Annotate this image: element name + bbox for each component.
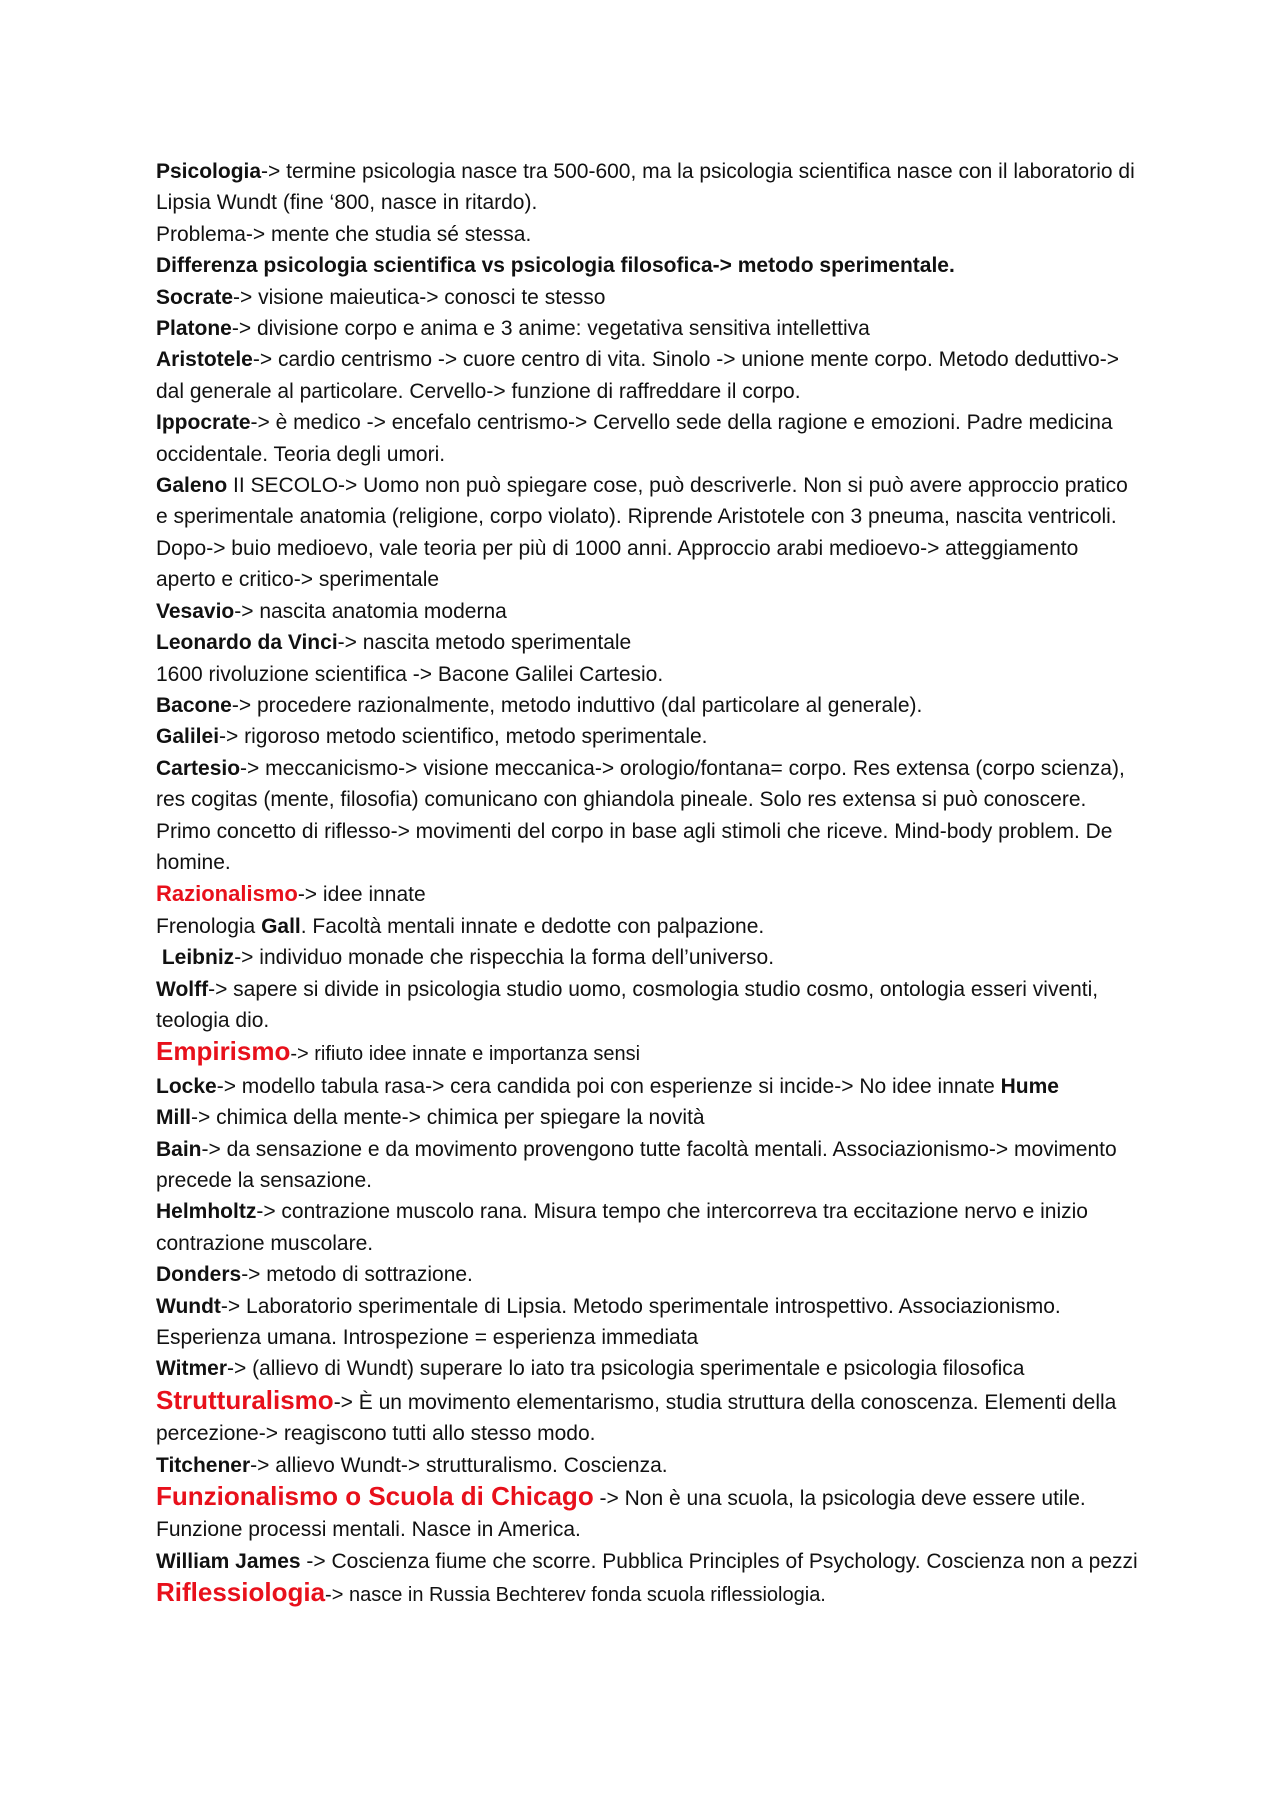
text-galilei: -> rigoroso metodo scientifico, metodo sperimentale. (219, 725, 708, 749)
text-riflessiologia: -> nasce in Russia Bechterev fonda scuola riflessiologia. (325, 1584, 826, 1607)
note-vesavio (156, 596, 1140, 627)
note-donders (156, 1259, 1140, 1290)
text-witmer: -> (allievo di Wundt) superare lo iato tra psicologia sperimentale e psicologia filosofica (227, 1357, 1025, 1381)
text-socrate: -> visione maieutica-> conosci te stesso (233, 285, 606, 309)
term-wolff: Wolff (156, 977, 209, 1001)
text-james: -> Coscienza fiume che scorre. Pubblica Principles of Psychology. Coscienza non a pezzi (300, 1549, 1138, 1573)
term-witmer: Witmer (156, 1357, 227, 1381)
note-strutturalismo (156, 1385, 1140, 1450)
term-vesavio: Vesavio (156, 599, 235, 623)
note-aristotele (156, 344, 1140, 407)
note-galilei (156, 721, 1140, 752)
note-mill (156, 1102, 1140, 1133)
text-strutturalismo: -> È un movimento elementarismo, studia struttura della conoscenza. Elementi della percezione-> reagiscono tutti allo stesso modo. (156, 1390, 1117, 1446)
text-bain: -> da sensazione e da movimento provengono tutte facoltà mentali. Associazionismo-> movimento precede la sensazione. (156, 1137, 1117, 1192)
note-razionalismo (156, 878, 1140, 910)
term-mill: Mill (156, 1106, 191, 1130)
heading-razionalismo: Razionalismo (156, 881, 298, 907)
note-bacone (156, 690, 1140, 721)
note-funzionalismo (156, 1481, 1140, 1546)
text-wundt: -> Laboratorio sperimentale di Lipsia. Metodo sperimentale introspettivo. Associazionismo. Esperienza umana. Introspezione = esperienza immediata (156, 1294, 1061, 1350)
text-aristotele: -> cardio centrismo -> cuore centro di vita. Sinolo -> unione mente corpo. Metodo deduttivo-> dal generale al particolare. Cervello-> funzione di raffreddare il corpo. (156, 348, 1119, 403)
term-james: William James (156, 1549, 301, 1573)
term-psicologia: Psicologia (156, 160, 262, 183)
term-galeno: Galeno (156, 474, 228, 498)
text-psicologia: -> termine psicologia nasce tra 500-600, ma la psicologia scientifica nasce con il laboratorio di Lipsia Wundt (fine ‘800, nasce in ritardo). (156, 160, 1135, 215)
note-ippocrate (156, 407, 1140, 470)
term-socrate: Socrate (156, 285, 234, 309)
text-funzionalismo: -> Non è una scuola, la psicologia deve essere utile. Funzione processi mentali. Nasce in America. (156, 1487, 1086, 1542)
text-leibniz: -> individuo monade che rispecchia la forma dell’universo. (234, 946, 775, 970)
note-wundt (156, 1291, 1140, 1354)
note-james (156, 1546, 1140, 1577)
note-helmholtz (156, 1196, 1140, 1259)
text-frenologia: . Facoltà mentali innate e dedotte con palpazione. (300, 914, 765, 938)
text-galeno: II SECOLO-> Uomo non può spiegare cose, può descriverle. Non si può avere approccio pratico e sperimentale anatomia (religione, corpo violato). Riprende Aristotele con 3 pneuma, nascita ventricoli. Dopo-> buio medioevo, vale teoria per più di 1000 anni. Approccio arabi medioevo-> atteggiamento aperto e critico-> sperimentale (156, 474, 1128, 592)
term-cartesio: Cartesio (156, 756, 241, 780)
note-bain (156, 1134, 1140, 1197)
text-locke: -> modello tabula rasa-> cera candida poi con esperienze si incide-> No idee innate (216, 1074, 1001, 1098)
text-leonardo: -> nascita metodo sperimentale (337, 631, 632, 655)
term-leonardo: Leonardo da Vinci (156, 631, 338, 655)
text-razionalismo: -> idee innate (297, 883, 426, 907)
term-bain: Bain (156, 1137, 202, 1161)
heading-empirismo: Empirismo (156, 1036, 291, 1067)
term-galilei: Galilei (156, 725, 220, 749)
term-platone: Platone (156, 317, 232, 341)
text-ippocrate: -> è medico -> encefalo centrismo-> Cervello sede della ragione e emozioni. Padre medicina occidentale. Teoria degli umori. (156, 411, 1113, 466)
note-riflessiologia (156, 1577, 1140, 1611)
text-wolff: -> sapere si divide in psicologia studio uomo, cosmologia studio cosmo, ontologia esseri viventi, teologia dio. (156, 977, 1099, 1032)
note-cartesio (156, 753, 1140, 879)
text-bacone: -> procedere razionalmente, metodo induttivo (dal particolare al generale). (231, 693, 923, 717)
heading-riflessiologia: Riflessiologia (156, 1577, 326, 1608)
heading-strutturalismo: Strutturalismo (156, 1384, 334, 1415)
term-leibniz: Leibniz (161, 946, 235, 970)
note-locke (156, 1071, 1140, 1102)
note-leonardo (156, 627, 1140, 658)
term-helmholtz: Helmholtz (156, 1200, 257, 1224)
text-cartesio: -> meccanicismo-> visione meccanica-> orologio/fontana= corpo. Res extensa (corpo scienza), res cogitas (mente, filosofia) comunicano con ghiandola pineale. Solo res extensa si può conoscere. Primo concetto di riflesso-> movimenti del corpo in base agli stimoli che riceve. Mind-body problem. De homine. (156, 756, 1125, 874)
note-platone (156, 313, 1140, 344)
term-locke: Locke (156, 1074, 217, 1098)
text-donders: -> metodo di sottrazione. (241, 1263, 473, 1287)
note-witmer (156, 1353, 1140, 1384)
text-empirismo: -> rifiuto idee innate e importanza sensi (290, 1043, 641, 1066)
note-problema: Problema-> mente che studia sé stessa. (156, 222, 532, 246)
term-bacone: Bacone (156, 693, 232, 717)
text-mill: -> chimica della mente-> chimica per spiegare la novità (191, 1106, 705, 1130)
note-galeno (156, 470, 1140, 596)
term-ippocrate: Ippocrate (156, 411, 251, 435)
note-titchener (156, 1450, 1140, 1481)
text-helmholtz: -> contrazione muscolo rana. Misura tempo che intercorreva tra eccitazione nervo e inizio contrazione muscolare. (156, 1200, 1088, 1255)
note-leibniz (156, 942, 1140, 973)
text-vesavio: -> nascita anatomia moderna (234, 599, 507, 623)
note-socrate (156, 282, 1140, 313)
note-psicologia (156, 156, 1140, 219)
text-platone: -> divisione corpo e anima e 3 anime: vegetativa sensitiva intellettiva (231, 317, 870, 341)
term-aristotele: Aristotele (156, 348, 253, 372)
note-differenza: Differenza psicologia scientifica vs psicologia filosofica-> metodo sperimentale. (156, 254, 955, 278)
heading-funzionalismo: Funzionalismo o Scuola di Chicago (156, 1481, 594, 1512)
note-rivoluzione: 1600 rivoluzione scientifica -> Bacone Galilei Cartesio. (156, 662, 664, 686)
note-wolff (156, 974, 1140, 1037)
term-wundt: Wundt (156, 1294, 221, 1318)
term-donders: Donders (156, 1263, 242, 1287)
text-titchener: -> allievo Wundt-> strutturalismo. Coscienza. (250, 1453, 668, 1477)
note-empirismo (156, 1036, 1140, 1070)
term-titchener: Titchener (156, 1453, 251, 1477)
term-hume: Hume (1000, 1074, 1059, 1098)
note-frenologia (156, 911, 1140, 942)
pre-frenologia: Frenologia (156, 914, 262, 938)
term-gall: Gall (261, 914, 301, 938)
